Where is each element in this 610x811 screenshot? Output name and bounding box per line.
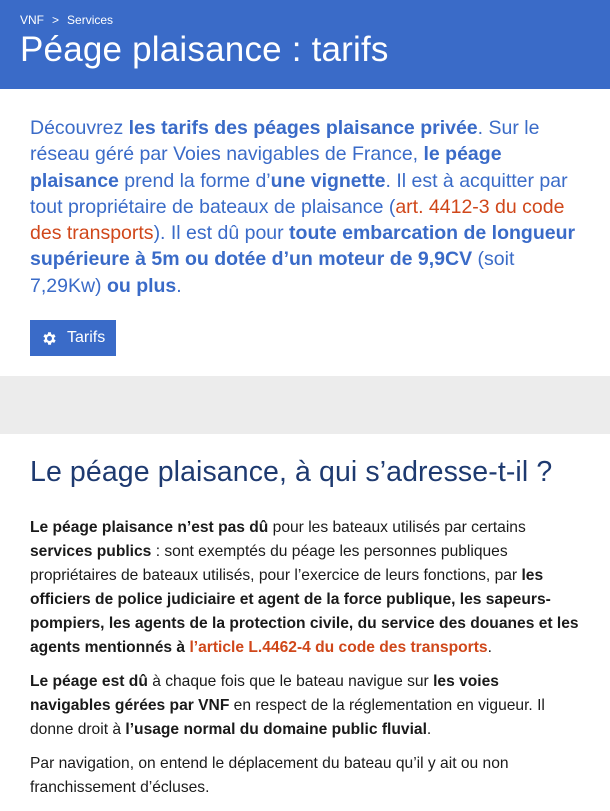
intro-bold: le péage plaisance	[30, 143, 502, 192]
code-transports-link[interactable]: art. 4412-3 du code des transports	[30, 195, 565, 245]
p2-bold: les voies navigables gérées par VNF	[30, 673, 499, 714]
p2-text: à chaque fois que le bateau navigue sur	[147, 673, 434, 690]
intro-bold: ou plus	[106, 274, 177, 297]
due-paragraph	[30, 670, 580, 742]
intro-text: Découvrez	[30, 117, 129, 139]
p1-text: : sont exemptés du péage les personnes publiques propriétaires de bateaux utilisés, pour l’exercice de leurs fonctions, par	[30, 543, 522, 584]
intro-text: .	[176, 274, 182, 297]
page-title: Péage plaisance : tarifs	[20, 30, 389, 69]
p2-text: en respect de la réglementation en vigueur. Il donne droit à	[30, 697, 545, 738]
intro-bold: une vignette	[270, 169, 386, 192]
intro-bold: toute embarcation de longueur supérieure à 5m ou dotée d’un moteur de 9,9CV	[30, 222, 576, 271]
p1-text: .	[487, 639, 492, 656]
breadcrumb-home[interactable]: VNF	[20, 13, 44, 27]
p1-bold: services publics	[30, 543, 152, 560]
gear-icon	[41, 330, 58, 347]
section-divider-band	[0, 376, 610, 434]
intro-text: prend la forme d’	[118, 169, 271, 192]
intro-text: . Il est à acquitter par tout propriétaire de bateaux de plaisance (	[30, 169, 568, 218]
navigation-definition-paragraph: Par navigation, on entend le déplacement du bateau qu’il y ait ou non franchissement d’écluses.	[30, 755, 509, 796]
intro-text: ). Il est dû pour	[153, 222, 290, 245]
intro-paragraph	[30, 115, 580, 299]
p2-text: .	[426, 721, 432, 738]
intro-text: . Sur le réseau géré par Voies navigables de France,	[30, 117, 540, 166]
intro-section	[0, 89, 610, 376]
p2-bold: Le péage est dû	[30, 673, 148, 690]
article-l4462-4-link[interactable]: l’article L.4462-4 du code des transports	[189, 639, 488, 656]
audience-section	[0, 434, 610, 800]
p1-bold: Le péage plaisance n’est pas dû	[30, 519, 269, 536]
intro-bold: les tarifs des péages plaisance privée	[128, 117, 478, 139]
section-title: Le péage plaisance, à qui s’adresse-t-il ?	[30, 456, 553, 488]
p1-text: pour les bateaux utilisés par certains	[268, 519, 526, 536]
p1-bold: les officiers de police judiciaire et agent de la force publique, les sapeurs-pompiers, les agents de la protection civile, du service des douanes et les agents mentionnés à	[30, 567, 579, 656]
exemption-paragraph	[30, 516, 580, 660]
breadcrumb-services[interactable]: Services	[67, 13, 114, 27]
intro-text: (soit 7,29Kw)	[30, 248, 515, 297]
tarifs-button[interactable]	[30, 320, 116, 356]
p2-bold: l’usage normal du domaine public fluvial	[125, 721, 427, 738]
breadcrumb-separator: >	[52, 13, 60, 27]
tarifs-button-label: Tarifs	[67, 329, 106, 347]
page-header	[0, 0, 610, 89]
breadcrumb	[20, 13, 610, 27]
